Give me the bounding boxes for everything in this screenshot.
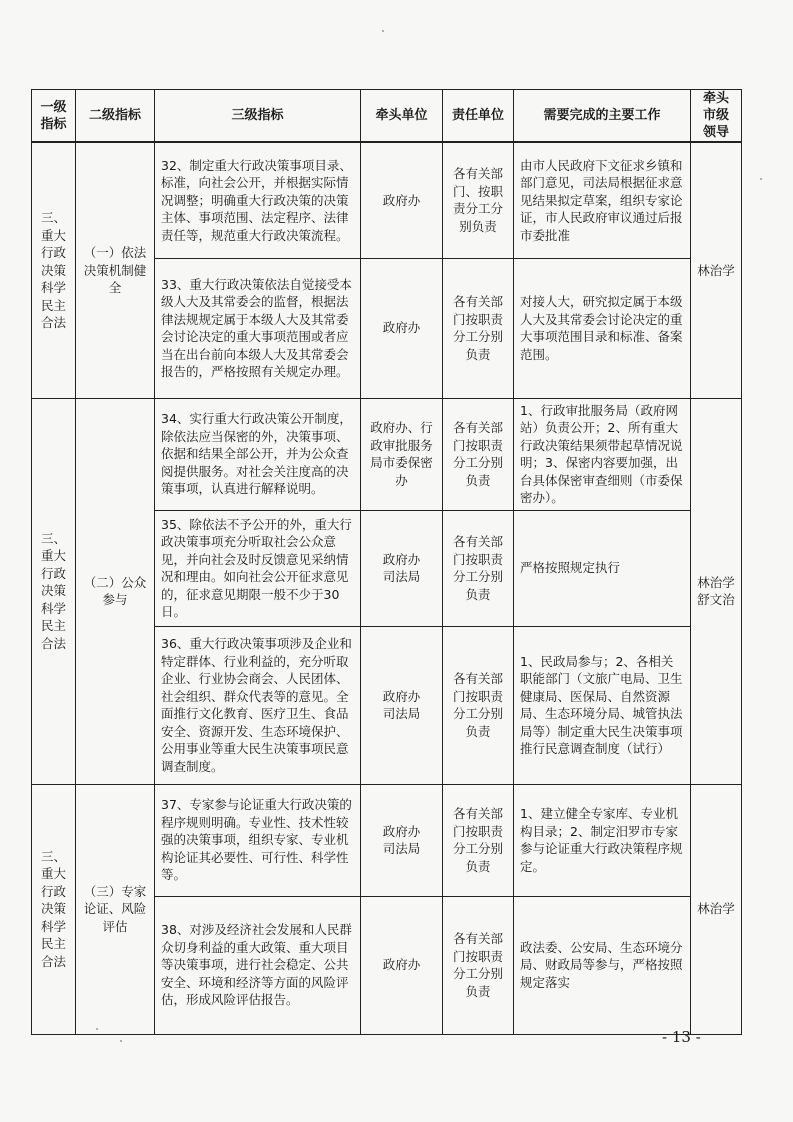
resp-unit-cell: 各有关部门、按职责分工分别负责 (443, 142, 514, 258)
level3-cell: 36、重大行政决策事项涉及企业和特定群体、行业利益的，充分听取企业、行业协会商会、人民团体、社会组织、群众代表等的意见。全面推行文化教育、医疗卫生、食品安全、资源开发、生态环境保护、公用事业等重大民生决策事项民意调查制度。 (155, 626, 361, 784)
work-cell: 1、民政局参与；2、各相关职能部门（文旅广电局、卫生健康局、医保局、自然资源局、生态环境分局、城管执法局等）制定重大民生决策事项推行民意调查制度（试行） (514, 626, 691, 784)
page-number: - 13 - (662, 1028, 701, 1046)
lead-unit-cell: 政府办 (361, 142, 443, 258)
level2-cell: （二）公众参与 (76, 398, 155, 784)
level3-cell: 37、专家参与论证重大行政决策的程序规则明确。专业性、技术性较强的决策事项，组织专家、专业机构论证其必要性、可行性、科学性等。 (155, 784, 361, 896)
work-cell: 1、建立健全专家库、专业机构目录；2、制定汨罗市专家参与论证重大行政决策程序规定。 (514, 784, 691, 896)
lead-unit-cell: 政府办 (361, 896, 443, 1034)
lead-unit-cell: 政府办 (361, 258, 443, 398)
work-cell: 政法委、公安局、生态环境分局、财政局等参与，严格按照规定落实 (514, 896, 691, 1034)
header-level2: 二级指标 (76, 90, 155, 143)
header-main-work: 需要完成的主要工作 (514, 90, 691, 143)
level2-cell: （一）依法决策机制健全 (76, 142, 155, 398)
table-row (32, 398, 742, 510)
scan-speck (120, 1040, 122, 1042)
work-cell: 由市人民政府下文征求乡镇和部门意见，司法局根据征求意见结果拟定草案，组织专家论证，市人民政府审议通过后报市委批准 (514, 142, 691, 258)
work-cell: 严格按照规定执行 (514, 510, 691, 626)
indicator-table (31, 89, 742, 1035)
work-cell: 对接人大，研究拟定属于本级人大及其常委会讨论决定的重大事项范围目录和标准、备案范围。 (514, 258, 691, 398)
header-resp-unit: 责任单位 (443, 90, 514, 143)
header-lead-leader: 牵头市级领导 (691, 90, 742, 143)
leader-cell: 林治学 (691, 142, 742, 398)
header-level3: 三级指标 (155, 90, 361, 143)
resp-unit-cell: 各有关部门按职责分工分别负责 (443, 258, 514, 398)
table-row (32, 784, 742, 896)
scan-speck (382, 30, 384, 32)
scan-speck (96, 1028, 98, 1030)
leader-cell: 林治学 (691, 784, 742, 1034)
level3-cell: 38、对涉及经济社会发展和人民群众切身利益的重大政策、重大项目等决策事项，进行社会稳定、公共安全、环境和经济等方面的风险评估，形成风险评估报告。 (155, 896, 361, 1034)
work-cell: 1、行政审批服务局（政府网站）负责公开；2、所有重大行政决策结果须带起草情况说明；3、保密内容要加强，出台具体保密审查细则（市委保密办）。 (514, 398, 691, 510)
table-row (32, 142, 742, 258)
lead-unit-cell: 政府办 司法局 (361, 784, 443, 896)
lead-unit-cell: 政府办、行政审批服务局市委保密办 (361, 398, 443, 510)
level1-cell: 三、重大行政决策科学民主合法 (32, 784, 76, 1034)
level3-cell: 34、实行重大行政决策公开制度，除依法应当保密的外，决策事项、依据和结果全部公开，并为公众查阅提供服务。对社会关注度高的决策事项，认真进行解释说明。 (155, 398, 361, 510)
header-lead-unit: 牵头单位 (361, 90, 443, 143)
level1-cell: 三、重大行政决策科学民主合法 (32, 398, 76, 784)
scan-speck (760, 178, 762, 180)
leader-cell: 林治学 舒文治 (691, 398, 742, 784)
level1-cell: 三、重大行政决策科学民主合法 (32, 142, 76, 398)
level3-cell: 35、除依法不予公开的外，重大行政决策事项充分听取社会公众意见，并向社会及时反馈意见采纳情况和理由。如向社会公开征求意见的，征求意见期限一般不少于30日。 (155, 510, 361, 626)
resp-unit-cell: 各有关部门按职责分工分别负责 (443, 626, 514, 784)
level2-cell: （三）专家论证、风险评估 (76, 784, 155, 1034)
lead-unit-cell: 政府办 司法局 (361, 510, 443, 626)
level3-cell: 32、制定重大行政决策事项目录、标准，向社会公开，并根据实际情况调整；明确重大行政决策的决策主体、事项范围、法定程序、法律责任等，规范重大行政决策流程。 (155, 142, 361, 258)
resp-unit-cell: 各有关部门按职责分工分别负责 (443, 896, 514, 1034)
header-level1: 一级指标 (32, 90, 76, 143)
level3-cell: 33、重大行政决策依法自觉接受本级人大及其常委会的监督，根据法律法规规定属于本级人大及其常委会讨论决定的重大事项范围或者应当在出台前向本级人大及其常委会报告的，严格按照有关规定办理。 (155, 258, 361, 398)
resp-unit-cell: 各有关部门按职责分工分别负责 (443, 784, 514, 896)
resp-unit-cell: 各有关部门按职责分工分别负责 (443, 510, 514, 626)
lead-unit-cell: 政府办 司法局 (361, 626, 443, 784)
table-header-row (32, 90, 742, 143)
resp-unit-cell: 各有关部门按职责分工分别负责 (443, 398, 514, 510)
